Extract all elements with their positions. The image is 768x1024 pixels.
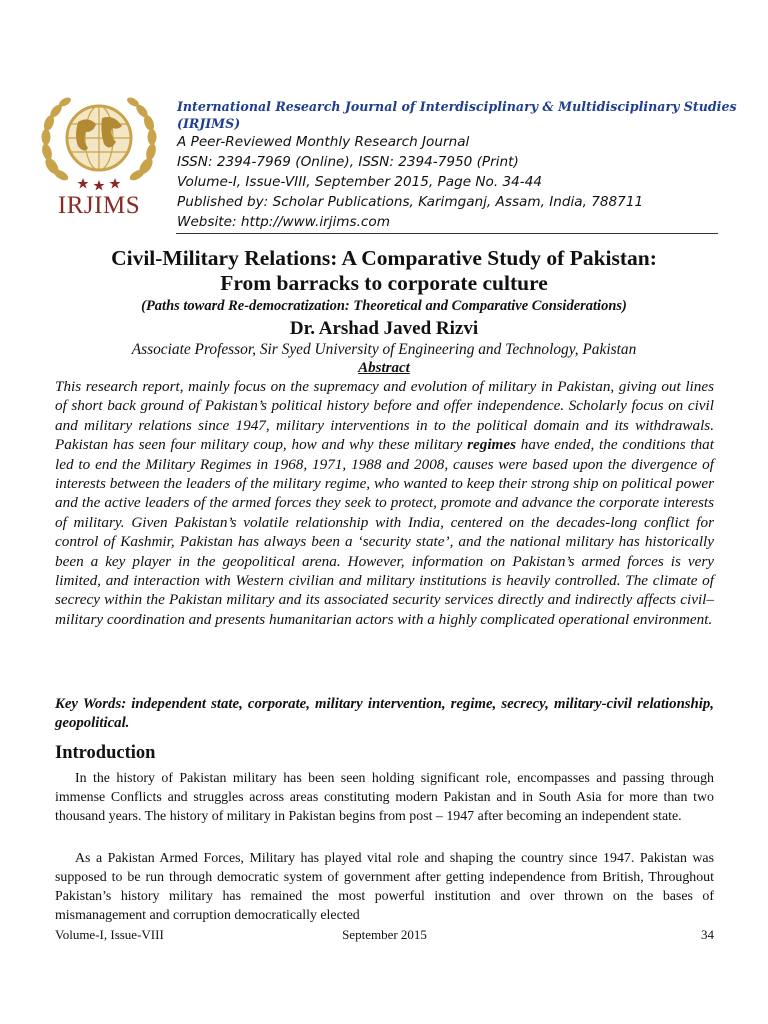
journal-info (177, 98, 737, 232)
title-line-1: Civil-Military Relations: A Comparative Study of Pakistan: (111, 246, 657, 270)
header-divider (176, 233, 718, 234)
introduction-heading: Introduction (55, 743, 156, 763)
journal-name: International Research Journal of Interdisciplinary & Multidisciplinary Studies (IRJIMS) (177, 99, 737, 131)
journal-publisher: Published by: Scholar Publications, Karimganj, Assam, India, 788711 (177, 194, 644, 210)
journal-tagline: A Peer-Reviewed Monthly Research Journal (177, 134, 470, 150)
keywords: Key Words: independent state, corporate, military intervention, regime, secrecy, military-civil relationship, geopolitical. (55, 696, 714, 731)
abstract-text-2: have ended, the conditions that led to end the Military Regimes in 1968, 1971, 1988 and 2008, causes were based upon the divergence of interests between the leaders of the military regime, who wanted to keep their strong ship on political power and the active leaders of the armed forces they seek to protect, promote and advance the corporate interests of military. Given Pakistan’s volatile relationship with India, centered on the decades-long conflict for control of Kashmir, Pakistan has always been a ‘security state’, and the national military has historically been a key player in the geopolitical arena. However, information on Pakistan’s armed forces is very limited, and interaction with Western civilian and military institutions is heavily controlled. The climate of secrecy within the Pakistan military and its associated security services directly and indirectly affects civil–military coordination and presents humanitarian actors with a highly complicated operational environment. (55, 436, 714, 628)
page-footer (55, 926, 714, 944)
journal-website[interactable]: Website: http://www.irjims.com (177, 214, 390, 230)
footer-date: September 2015 (342, 927, 427, 942)
globe-laurel-icon (38, 96, 160, 196)
abstract-body (55, 377, 714, 629)
paper-title (50, 246, 718, 296)
abstract-heading: Abstract (358, 360, 410, 376)
footer-issue: Volume-I, Issue-VIII (55, 927, 164, 942)
title-line-2: From barracks to corporate culture (220, 271, 548, 295)
intro-paragraph-1: In the history of Pakistan military has been seen holding significant role, encompasses and passing through immense Conflicts and struggles across areas constituting modern Pakistan and in South Asia for more than two thousand years. The history of military in Pakistan begins from post – 1947 after becoming an independent state. (55, 771, 714, 824)
author-name: Dr. Arshad Javed Rizvi (289, 318, 479, 339)
journal-logo (38, 96, 160, 222)
logo-text: IRJIMS (57, 192, 141, 219)
abstract-emphasis: regimes (467, 436, 517, 454)
footer-page-number: 34 (701, 927, 714, 942)
paper-subtitle: (Paths toward Re-democratization: Theoretical and Comparative Considerations) (141, 298, 627, 314)
journal-issn: ISSN: 2394-7969 (Online), ISSN: 2394-7950 (Print) (177, 154, 519, 170)
abstract-text-1: This research report, mainly focus on the supremacy and evolution of military in Pakistan, giving out lines of short back ground of Pakistan’s political history before and offer independence. Scholarly focus on civil and military relations since 1947, military interventions in to the political domain and its withdrawals. Pakistan has seen four military coup, how and why these military (55, 378, 714, 454)
author-affiliation: Associate Professor, Sir Syed University of Engineering and Technology, Pakistan (131, 341, 637, 358)
journal-volume: Volume-I, Issue-VIII, September 2015, Page No. 34-44 (177, 174, 543, 190)
intro-paragraph-2: As a Pakistan Armed Forces, Military has played vital role and shaping the country since 1947. Pakistan was supposed to be run through democratic system of government after getting independence from British, Throughout Pakistan’s history military has remained the most powerful institution and over thrown on the bases of mismanagement and corruption democratically elected (55, 851, 714, 923)
